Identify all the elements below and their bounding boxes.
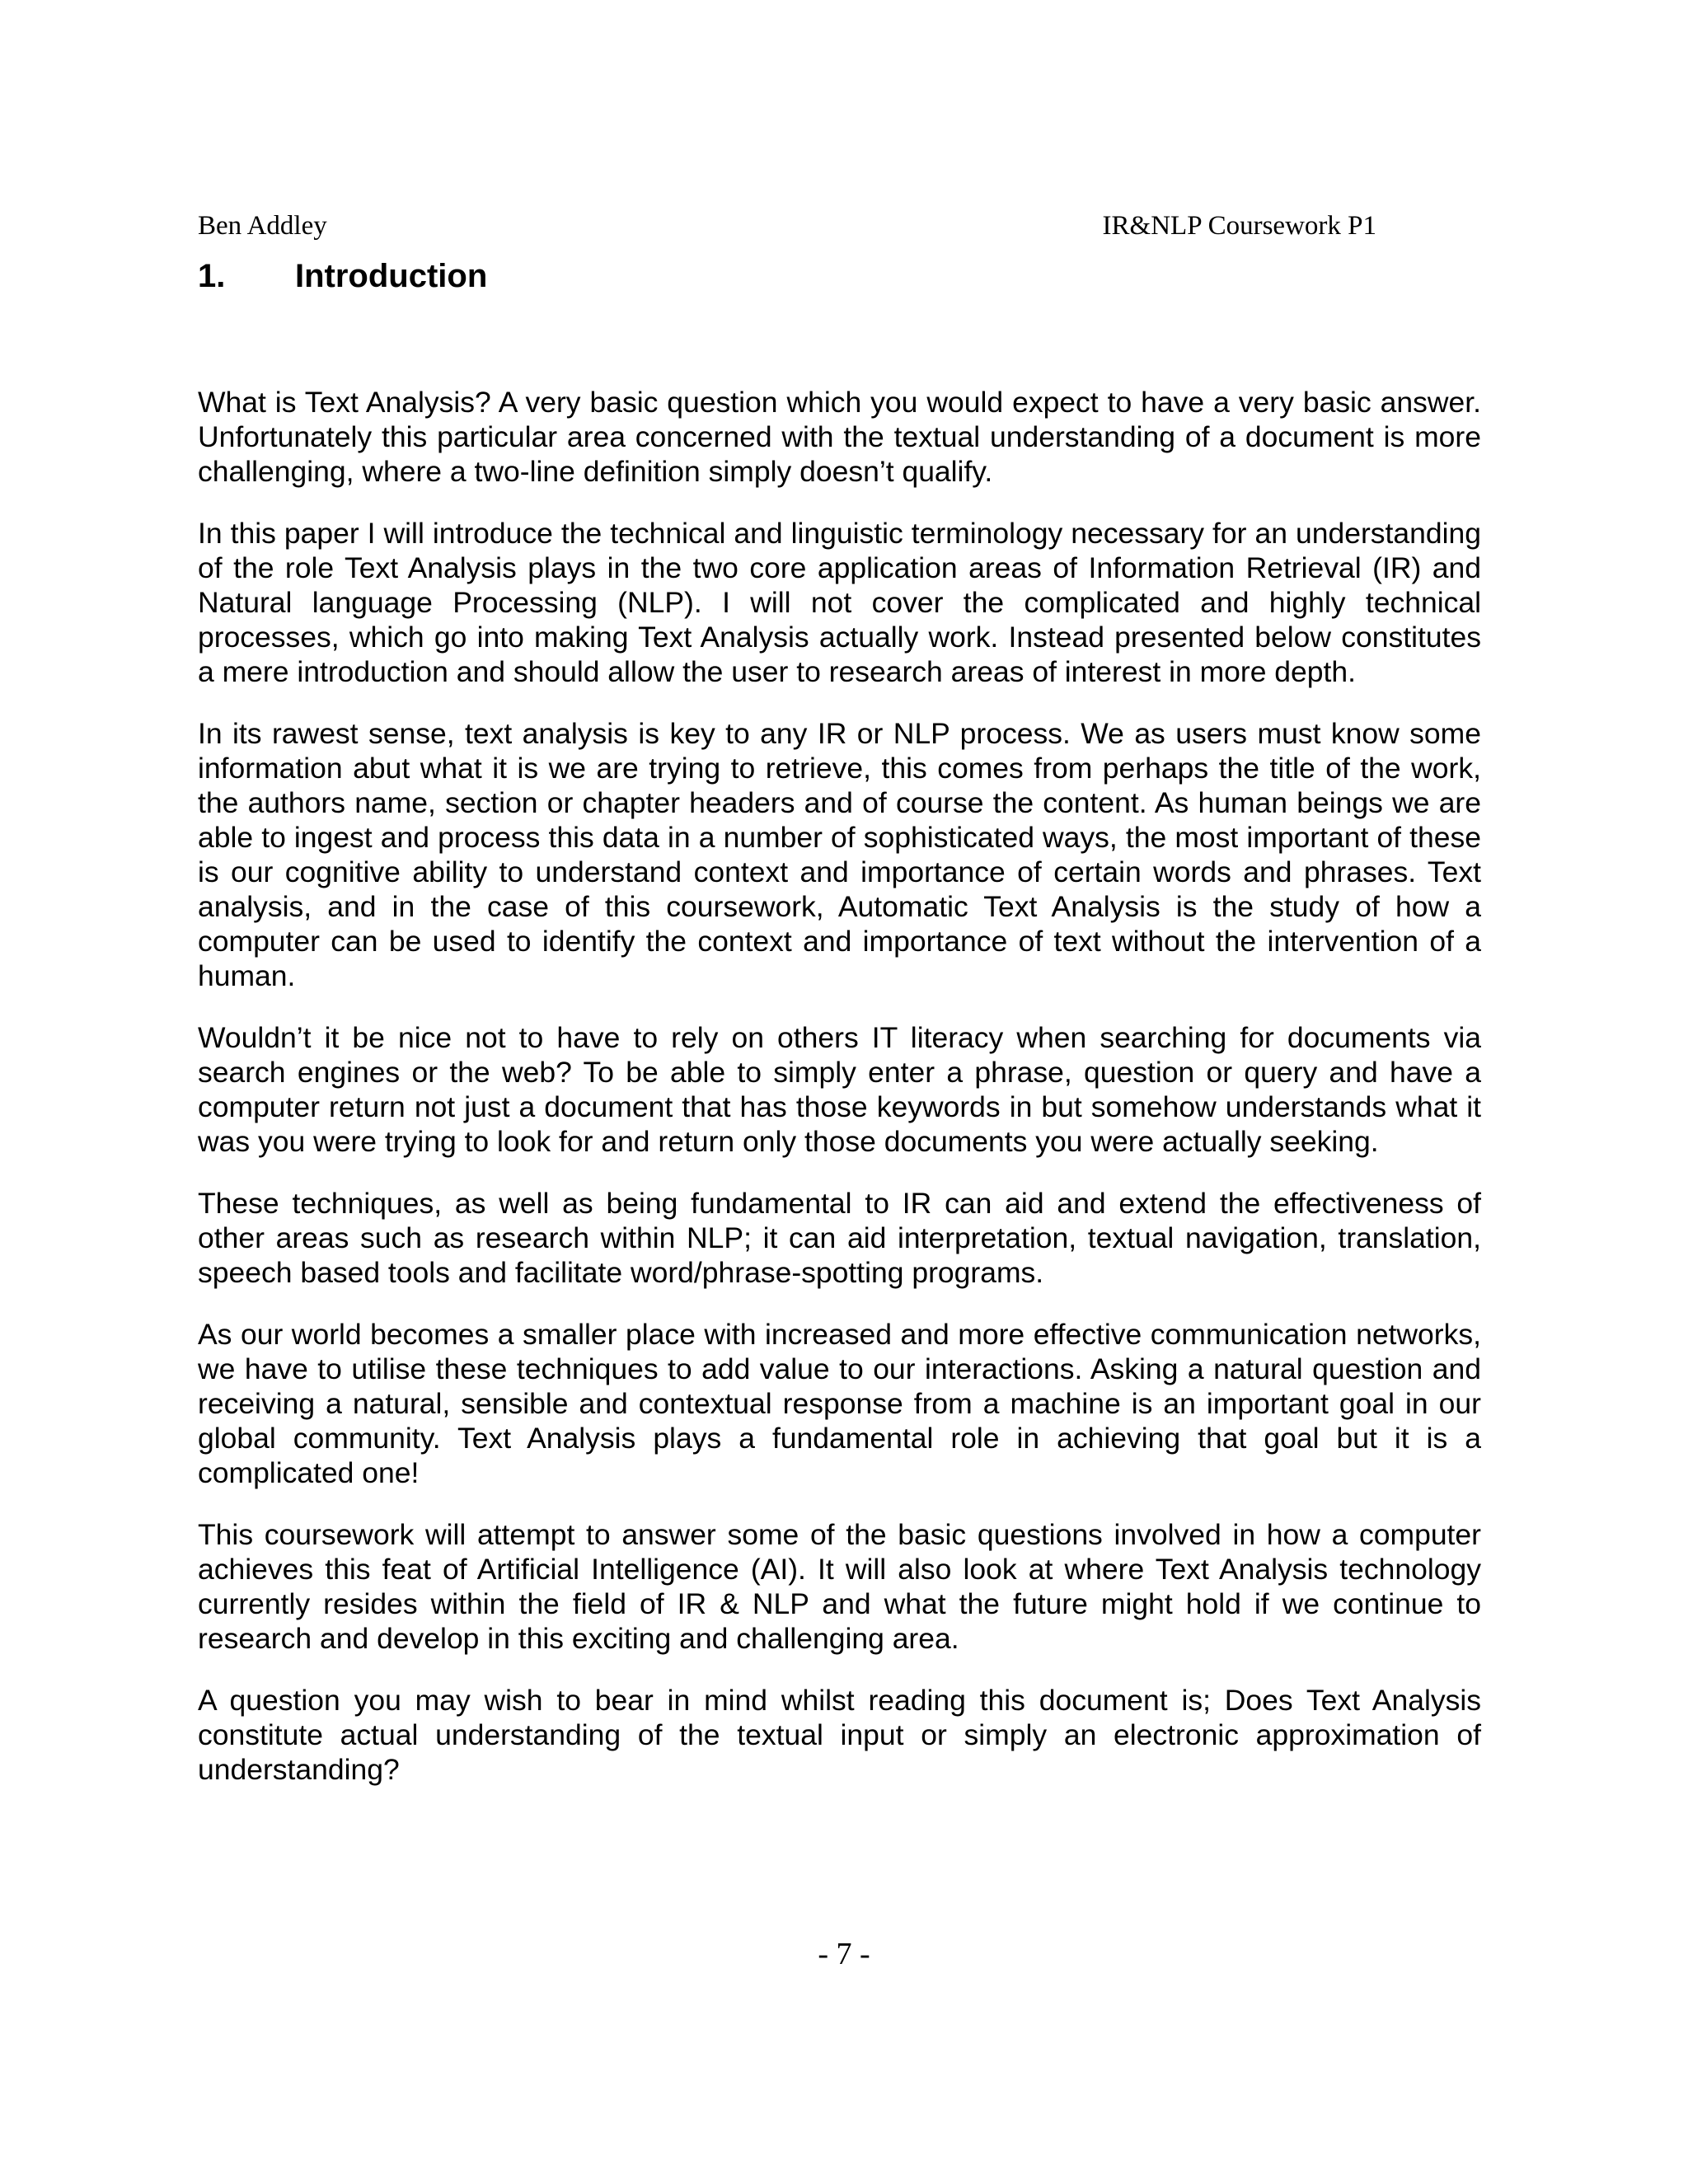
paragraph-communication-networks: As our world becomes a smaller place with increased and more effective communication networks, we have to utilise these techniques to add value to our interactions. Asking a natural question and receiving a natural, sensible and contextual response from a machine is an important goal in our global community. Text Analysis plays a fundamental role in achieving that goal but it is a complicated one!	[198, 1318, 1481, 1489]
header-course-title: IR&NLP Coursework P1	[1102, 211, 1376, 241]
paragraph-techniques: These techniques, as well as being fundamental to IR can aid and extend the effectiveness of other areas such as research within NLP; it can aid interpretation, textual navigation, translation, speech based tools and facilitate word/phrase-spotting programs.	[198, 1187, 1481, 1289]
paragraph-what-is-text-analysis: What is Text Analysis? A very basic question which you would expect to have a very basic answer. Unfortunately this particular area concerned with the textual understanding of a document is more challenging, where a two-line definition simply doesn’t qualify.	[198, 386, 1481, 488]
section-number: 1.	[198, 258, 226, 294]
section-heading	[198, 254, 487, 298]
header-author: Ben Addley	[198, 211, 327, 241]
paragraph-rawest-sense: In its rawest sense, text analysis is key to any IR or NLP process. We as users must know some information abut what it is we are trying to retrieve, this comes from perhaps the title of the work, the authors name, section or chapter headers and of course the content. As human beings we are able to ingest and process this data in a number of sophisticated ways, the most important of these is our cognitive ability to understand context and importance of certain words and phrases. Text analysis, and in the case of this coursework, Automatic Text Analysis is the study of how a computer can be used to identify the context and importance of text without the intervention of a human.	[198, 717, 1481, 992]
running-header	[198, 209, 1376, 242]
section-title: Introduction	[295, 258, 488, 294]
paragraph-paper-scope: In this paper I will introduce the technical and linguistic terminology necessary for an understanding of the role Text Analysis plays in the two core application areas of Information Retrieval (IR) and Natural language Processing (NLP). I will not cover the complicated and highly technical processes, which go into making Text Analysis actually work. Instead presented below constitutes a mere introduction and should allow the user to research areas of interest in more depth.	[198, 517, 1481, 688]
paragraph-it-literacy: Wouldn’t it be nice not to have to rely on others IT literacy when searching for documents via search engines or the web? To be able to simply enter a phrase, question or query and have a computer return not just a document that has those keywords in but somehow understands what it was you were trying to look for and return only those documents you were actually seeking.	[198, 1021, 1481, 1158]
body-text	[198, 385, 1481, 1814]
page-number: - 7 -	[818, 1937, 870, 1971]
paragraph-closing-question: A question you may wish to bear in mind whilst reading this document is; Does Text Analysis constitute actual understanding of the textual input or simply an electronic approximation of understanding?	[198, 1684, 1481, 1786]
paragraph-coursework-goals: This coursework will attempt to answer some of the basic questions involved in how a computer achieves this feat of Artificial Intelligence (AI). It will also look at where Text Analysis technology currently resides within the field of IR & NLP and what the future might hold if we continue to research and develop in this exciting and challenging area.	[198, 1518, 1481, 1655]
